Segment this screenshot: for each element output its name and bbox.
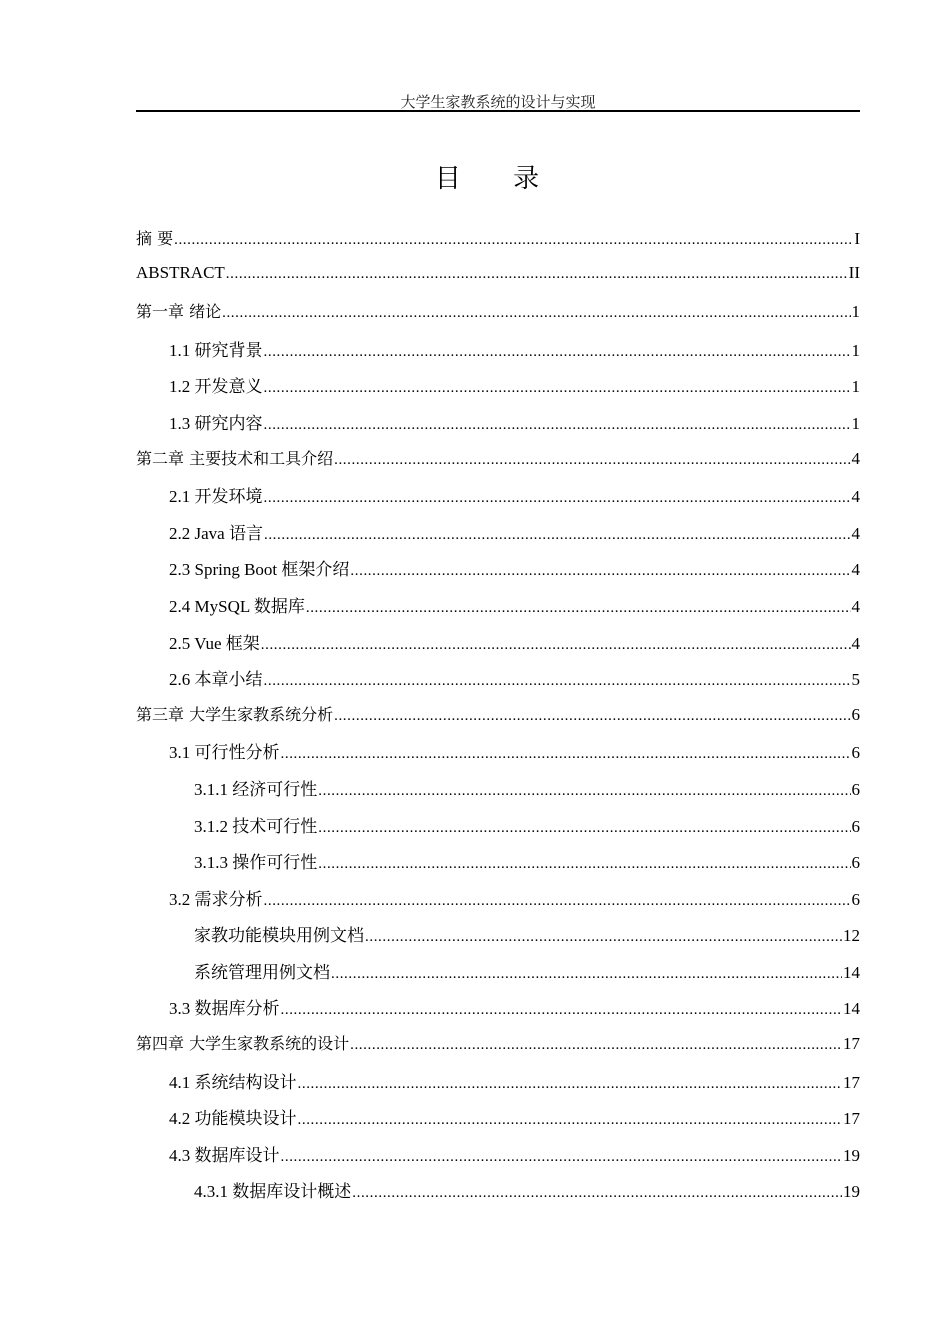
toc-entry-label: 2.3 Spring Boot 框架介绍 <box>169 560 350 580</box>
dot-leader <box>281 746 851 763</box>
toc-entry[interactable] <box>136 592 860 629</box>
toc-entry-page-number: 12 <box>843 926 860 946</box>
toc-entry[interactable] <box>136 958 860 995</box>
toc-entry-page-number: 1 <box>851 377 860 397</box>
toc-entry[interactable] <box>136 1104 860 1141</box>
toc-entry-page-number: 6 <box>851 743 860 763</box>
toc-entry-page-number: 17 <box>843 1109 860 1129</box>
toc-entry-page-number: 6 <box>851 816 860 836</box>
toc-entry-label: 3.3 数据库分析 <box>169 999 280 1019</box>
toc-entry[interactable] <box>136 409 860 446</box>
toc-entry-page-number: 1 <box>851 302 860 322</box>
dot-leader <box>318 856 850 873</box>
dot-leader <box>298 1112 843 1129</box>
toc-entry[interactable] <box>136 994 860 1031</box>
toc-entry-label: 家教功能模块用例文档 <box>194 926 364 946</box>
running-header-title: 大学生家教系统的设计与实现 <box>400 95 596 111</box>
toc-entry[interactable] <box>136 1141 860 1178</box>
toc-entry-page-number: 4 <box>851 596 860 616</box>
toc-entry-page-number: 1 <box>851 413 860 433</box>
toc-entry-label: 1.1 研究背景 <box>169 340 263 360</box>
toc-entry-page-number: 6 <box>851 779 860 799</box>
dot-leader <box>306 600 851 617</box>
toc-entry-label: 2.4 MySQL 数据库 <box>169 596 305 616</box>
toc-entry-page-number: I <box>854 229 860 248</box>
dot-leader <box>264 417 851 434</box>
toc-entry-page-number: 4 <box>851 633 860 653</box>
dot-leader <box>352 1185 842 1202</box>
toc-entry[interactable] <box>136 921 860 958</box>
toc-entry[interactable] <box>136 812 860 849</box>
toc-entry[interactable] <box>136 1031 860 1068</box>
dot-leader <box>318 820 850 837</box>
toc-entry-label: 2.2 Java 语言 <box>169 523 263 543</box>
toc-entry[interactable] <box>136 775 860 812</box>
toc-entry-label: 3.1 可行性分析 <box>169 743 280 763</box>
toc-entry-label: 1.3 研究内容 <box>169 413 263 433</box>
table-of-contents <box>136 226 860 1214</box>
dot-leader <box>174 232 853 249</box>
toc-entry-label: 3.1.2 技术可行性 <box>194 816 318 836</box>
toc-entry-label: 2.5 Vue 框架 <box>169 633 260 653</box>
toc-entry-label: 2.6 本章小结 <box>169 670 263 690</box>
toc-entry-label: 4.1 系统结构设计 <box>169 1072 297 1092</box>
toc-entry[interactable] <box>136 702 860 739</box>
dot-leader <box>222 305 850 322</box>
toc-entry-label: 3.1.1 经济可行性 <box>194 779 318 799</box>
dot-leader <box>281 1002 843 1019</box>
toc-entry-label: 系统管理用例文档 <box>194 962 330 982</box>
toc-entry-label: 3.2 需求分析 <box>169 889 263 909</box>
toc-entry-page-number: 1 <box>851 340 860 360</box>
dot-leader <box>334 708 850 725</box>
toc-entry-page-number: 6 <box>851 889 860 909</box>
toc-entry-page-number: 19 <box>843 1182 860 1202</box>
toc-entry-page-number: 4 <box>851 448 860 468</box>
toc-entry[interactable] <box>136 372 860 409</box>
toc-entry-page-number: 6 <box>851 704 860 724</box>
dot-leader <box>264 673 851 690</box>
toc-entry-label: 第一章 绪论 <box>136 302 222 322</box>
dot-leader <box>334 452 850 469</box>
toc-entry[interactable] <box>136 336 860 373</box>
dot-leader <box>318 783 850 800</box>
dot-leader <box>264 490 851 507</box>
toc-entry[interactable] <box>136 482 860 519</box>
toc-entry[interactable] <box>136 848 860 885</box>
toc-heading: 目 录 <box>434 164 562 194</box>
toc-entry-label: 4.2 功能模块设计 <box>169 1109 297 1129</box>
toc-entry-label: ABSTRACT <box>136 262 225 282</box>
dot-leader <box>264 380 851 397</box>
toc-entry[interactable] <box>136 446 860 483</box>
toc-entry-label: 摘 要 <box>136 229 174 248</box>
toc-entry[interactable] <box>136 299 860 336</box>
toc-entry-page-number: 14 <box>843 962 860 982</box>
toc-entry-page-number: 19 <box>843 1145 860 1165</box>
dot-leader <box>261 637 851 654</box>
toc-entry-page-number: 17 <box>843 1034 860 1054</box>
toc-entry-label: 第二章 主要技术和工具介绍 <box>136 448 334 468</box>
toc-entry-page-number: 4 <box>851 560 860 580</box>
toc-entry[interactable] <box>136 555 860 592</box>
toc-entry-page-number: 4 <box>851 523 860 543</box>
toc-entry[interactable] <box>136 226 860 263</box>
toc-entry-label: 4.3 数据库设计 <box>169 1145 280 1165</box>
toc-entry[interactable] <box>136 885 860 922</box>
dot-leader <box>298 1076 843 1093</box>
toc-entry-label: 第四章 大学生家教系统的设计 <box>136 1034 350 1054</box>
toc-entry-page-number: 14 <box>843 999 860 1019</box>
toc-entry[interactable] <box>136 665 860 702</box>
toc-entry[interactable] <box>136 1068 860 1105</box>
dot-leader <box>331 966 842 983</box>
toc-entry[interactable] <box>136 738 860 775</box>
toc-entry[interactable] <box>136 1177 860 1214</box>
dot-leader <box>264 344 851 361</box>
toc-entry-page-number: 17 <box>843 1072 860 1092</box>
toc-entry-label: 第三章 大学生家教系统分析 <box>136 704 334 724</box>
dot-leader <box>264 893 851 910</box>
dot-leader <box>350 563 850 580</box>
dot-leader <box>281 1149 843 1166</box>
header-rule <box>136 110 860 112</box>
toc-entry-page-number: 4 <box>851 487 860 507</box>
toc-entry[interactable] <box>136 263 860 300</box>
toc-entry[interactable] <box>136 629 860 666</box>
toc-entry-label: 1.2 开发意义 <box>169 377 263 397</box>
toc-entry[interactable] <box>136 519 860 556</box>
toc-entry-label: 3.1.3 操作可行性 <box>194 853 318 873</box>
toc-entry-page-number: II <box>848 262 860 282</box>
dot-leader <box>226 266 848 283</box>
toc-entry-page-number: 6 <box>851 853 860 873</box>
toc-entry-label: 4.3.1 数据库设计概述 <box>194 1182 352 1202</box>
dot-leader <box>350 1037 842 1054</box>
dot-leader <box>365 929 842 946</box>
toc-entry-page-number: 5 <box>851 670 860 690</box>
dot-leader <box>264 527 851 544</box>
toc-entry-label: 2.1 开发环境 <box>169 487 263 507</box>
